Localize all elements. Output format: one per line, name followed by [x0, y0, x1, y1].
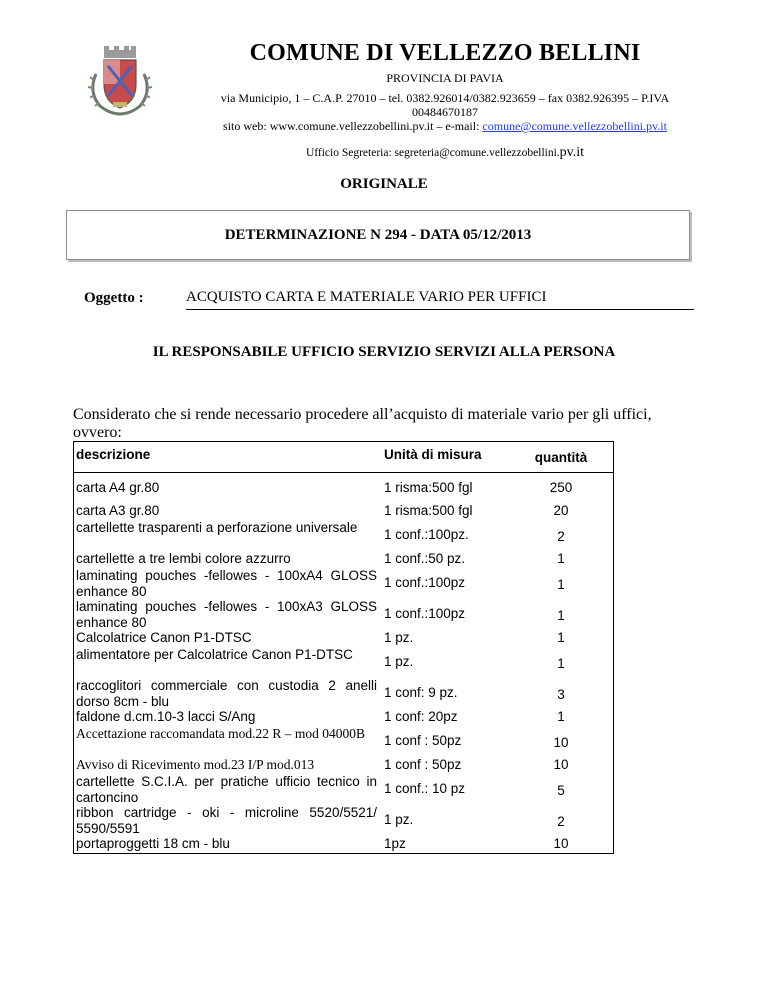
subject-text: ACQUISTO CARTA E MATERIALE VARIO PER UFFICI [186, 289, 694, 310]
cell-description: raccoglitori commerciale con custodia 2 anelli dorso 8cm - blu [76, 678, 377, 709]
cell-unit: 1 pz. [384, 654, 414, 669]
cell-unit: 1 conf.:100pz [384, 606, 466, 621]
header-quantity: quantità [534, 450, 588, 465]
cell-unit: 1 conf : 50pz [384, 757, 462, 772]
table-row [74, 520, 613, 551]
cell-quantity: 10 [553, 757, 569, 772]
cell-unit: 1 conf.:100pz. [384, 527, 469, 542]
cell-description: Accettazione raccomandata mod.22 R – mod 04000B [76, 726, 366, 741]
cell-quantity: 1 [557, 577, 565, 592]
cell-unit: 1 conf.: 10 pz [384, 781, 466, 796]
table-header-row [74, 442, 613, 472]
materials-table [73, 441, 614, 854]
vat-number: 00484670187 [412, 105, 478, 119]
cell-quantity: 10 [553, 735, 569, 750]
cell-quantity: 1 [557, 656, 565, 671]
province-name: PROVINCIA DI PAVIA [386, 71, 504, 85]
intro-paragraph: Considerato che si rende necessario procedere all’acquisto di materiale vario per gli uffici, ovvero: [73, 406, 652, 441]
secretariat-domain: pv.it [559, 145, 585, 160]
cell-quantity: 3 [557, 687, 565, 702]
determination-box [66, 210, 690, 260]
cell-description: alimentatore per Calcolatrice Canon P1-DTSC [76, 647, 353, 662]
table-row [74, 678, 613, 709]
cell-description: Avviso di Ricevimento mod.23 I/P mod.013 [76, 757, 315, 772]
cell-description: portaproggetti 18 cm - blu [76, 836, 230, 851]
secretariat-line [150, 145, 740, 161]
email-link[interactable]: comune@comune.vellezzobellini.pv.it [482, 119, 667, 133]
cell-quantity: 1 [557, 551, 565, 566]
table-row [74, 568, 613, 599]
table-row [74, 836, 613, 853]
table-row [74, 599, 613, 630]
header-unit: Unità di misura [384, 447, 482, 462]
cell-description: cartellette S.C.I.A. per pratiche ufficio tecnico in cartoncino [76, 774, 377, 805]
cell-unit: 1 pz. [384, 630, 414, 645]
cell-unit: 1 pz. [384, 812, 414, 827]
cell-description: laminating pouches -fellowes - 100xA4 GLOSS enhance 80 [76, 568, 377, 599]
cell-quantity: 1 [557, 608, 565, 623]
cell-unit: 1 conf : 50pz [384, 733, 462, 748]
cell-quantity: 250 [549, 480, 573, 495]
contact-line [150, 119, 740, 134]
municipality-title: COMUNE DI VELLEZZO BELLINI [249, 40, 641, 66]
cell-unit: 1 conf: 9 pz. [384, 685, 458, 700]
cell-quantity: 5 [557, 783, 565, 798]
cell-quantity: 1 [557, 630, 565, 645]
secretariat-text: Ufficio Segreteria: segreteria@comune.vellezzobellini. [305, 147, 560, 159]
table-row [74, 805, 613, 836]
table-row [74, 647, 613, 678]
table-row [74, 726, 613, 757]
cell-unit: 1 conf.:50 pz. [384, 551, 466, 566]
table-row [74, 757, 613, 774]
cell-quantity: 20 [553, 503, 569, 518]
cell-quantity: 2 [557, 814, 565, 829]
table-row [74, 503, 613, 520]
table-row [74, 709, 613, 726]
cell-description: Calcolatrice Canon P1-DTSC [76, 630, 252, 645]
cell-description: carta A3 gr.80 [76, 503, 160, 518]
cell-unit: 1 conf.:100pz [384, 575, 466, 590]
document-status: ORIGINALE [340, 176, 428, 192]
cell-description: cartellette trasparenti a perforazione universale [76, 520, 358, 535]
cell-unit: 1pz [384, 836, 406, 851]
cell-quantity: 2 [557, 529, 565, 544]
table-row [74, 774, 613, 805]
table-row [74, 472, 613, 503]
cell-description: cartellette a tre lembi colore azzurro [76, 551, 291, 566]
subject-label: Oggetto : [84, 290, 144, 306]
table-row [74, 551, 613, 568]
determination-number: DETERMINAZIONE N 294 - DATA 05/12/2013 [224, 227, 532, 243]
cell-unit: 1 risma:500 fgl [384, 480, 473, 495]
cell-quantity: 10 [553, 836, 569, 851]
responsible-heading: IL RESPONSABILE UFFICIO SERVIZIO SERVIZI ALLA PERSONA [152, 344, 616, 360]
address-line: via Municipio, 1 – C.A.P. 27010 – tel. 0382.926014/0382.923659 – fax 0382.926395 – P.IVA [220, 91, 670, 105]
cell-description: ribbon cartridge - oki - microline 5520/5521/ 5590/5591 [76, 805, 377, 836]
cell-quantity: 1 [557, 709, 565, 724]
cell-description: carta A4 gr.80 [76, 480, 160, 495]
cell-unit: 1 risma:500 fgl [384, 503, 473, 518]
municipal-crest-icon [86, 44, 154, 118]
table-row [74, 630, 613, 647]
website-text: sito web: www.comune.vellezzobellini.pv.it – e-mail: [223, 119, 483, 133]
cell-description: faldone d.cm.10-3 lacci S/Ang [76, 709, 256, 724]
header-description: descrizione [76, 447, 151, 462]
cell-unit: 1 conf: 20pz [384, 709, 458, 724]
cell-description: laminating pouches -fellowes - 100xA3 GLOSS enhance 80 [76, 599, 377, 630]
